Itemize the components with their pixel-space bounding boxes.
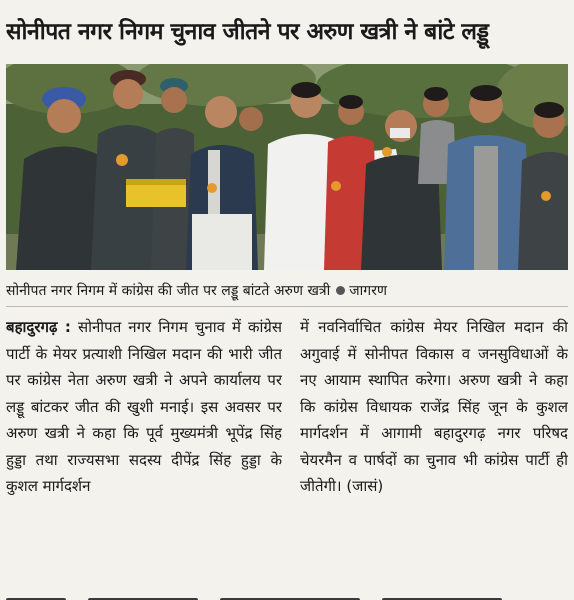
article-column-right — [300, 314, 568, 584]
group-photo-illustration — [6, 64, 568, 270]
body-text-left: सोनीपत नगर निगम चुनाव में कांग्रेस पार्टी के मेयर प्रत्याशी निखिल मदान की भारी जीत पर कांग्रेस नेता अरुण खत्री ने अपने कार्यालय पर लड्डू बांटकर जीत की खुशी मनाई। इस अवसर पर अरुण खत्री ने कहा कि पूर्व मुख्यमंत्री भूपेंद्र सिंह हुड्डा तथा राज्यसभा सदस्य दीपेंद्र सिंह हुड्डा के कुशल मार्गदर्शन — [6, 318, 282, 495]
article-column-left — [6, 314, 282, 584]
bullet-dot-icon — [336, 286, 345, 295]
caption-text: सोनीपत नगर निगम में कांग्रेस की जीत पर लड्डू बांटते अरुण खत्री — [6, 283, 331, 299]
clipped-next-line — [6, 588, 568, 600]
news-photo — [6, 64, 568, 270]
caption-credit: जागरण — [349, 283, 388, 299]
body-text-right: में नवनिर्वाचित कांग्रेस मेयर निखिल मदान की अगुवाई में सोनीपत विकास व जनसुविधाओं के नए आयाम स्थापित करेगा। अरुण खत्री ने कहा कि कांग्रेस विधायक राजेंद्र सिंह जून के कुशल मार्गदर्शन में आगामी बहादुरगढ़ नगर परिषद चेयरमैन व पार्षदों का चुनाव भी कांग्रेस पार्टी ही जीतेगी। (जासं) — [300, 318, 568, 495]
dateline: बहादुरगढ़ : — [6, 318, 71, 336]
photo-caption — [6, 276, 568, 307]
headline: सोनीपत नगर निगम चुनाव जीतने पर अरुण खत्री ने बांटे लड्डू — [6, 19, 489, 45]
